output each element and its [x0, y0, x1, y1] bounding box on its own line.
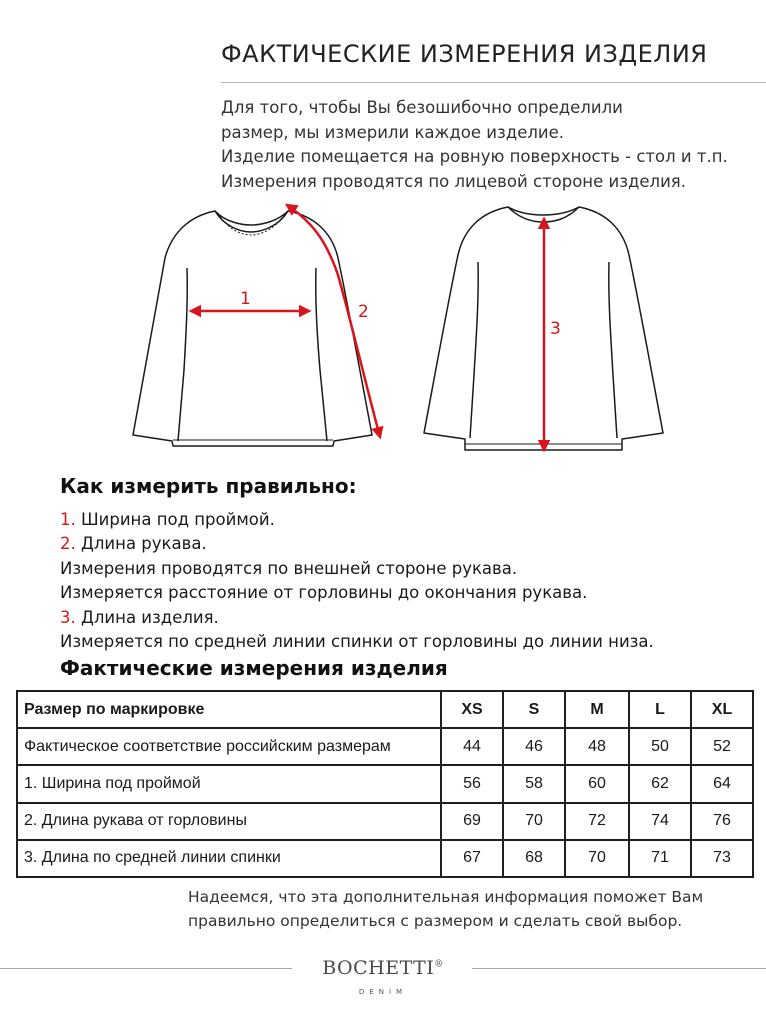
table-row: [17, 840, 753, 877]
item-text: Длина изделия.: [75, 607, 219, 627]
brand-subtitle: DENIM: [358, 988, 408, 996]
footer-note-line: правильно определиться с размером и сделать свой выбор.: [188, 912, 683, 930]
label-2: 2: [358, 302, 369, 322]
header-cell: XS: [441, 691, 503, 728]
item-text: Ширина под проймой.: [75, 510, 275, 529]
footer-note: [188, 885, 703, 933]
table-title: Фактические измерения изделия: [60, 656, 448, 680]
row-label: 3. Длина по средней линии спинки: [17, 840, 441, 877]
table-cell: 67: [441, 840, 503, 877]
intro-line: Изделие помещается на ровную поверхность - стол и т.п.: [221, 147, 728, 166]
intro-text: [221, 96, 761, 194]
size-table: [16, 690, 754, 878]
table-cell: 69: [441, 803, 503, 840]
intro-line: размер, мы измерили каждое изделие.: [221, 122, 565, 142]
front-right-armhole: [316, 268, 327, 441]
table-cell: 62: [629, 765, 691, 802]
title-divider: [221, 82, 766, 83]
brand-divider-left: [0, 968, 292, 969]
item-text: Длина рукава.: [75, 534, 207, 554]
how-to-title: Как измерить правильно:: [60, 474, 357, 498]
table-cell: 71: [629, 840, 691, 877]
table-cell: 50: [629, 728, 691, 765]
how-to-item: [60, 630, 654, 654]
label-1: 1: [240, 289, 251, 309]
sweater-front-drawing: [133, 211, 372, 446]
how-to-item: [60, 508, 654, 532]
table-cell: 73: [691, 840, 753, 877]
table-row: [17, 765, 753, 802]
table-cell: 68: [503, 840, 565, 877]
item-number: 2.: [60, 534, 76, 554]
table-cell: 70: [565, 840, 629, 877]
item-text: Измеряется по средней линии спинки от горловины до линии низа.: [60, 632, 654, 652]
intro-line: Для того, чтобы Вы безошибочно определили: [221, 98, 623, 117]
table-header-row: [17, 691, 753, 728]
front-neckline: [215, 211, 288, 232]
footer-note-line: Надеемся, что эта дополнительная информация поможет Вам: [188, 888, 704, 906]
how-to-item: [60, 557, 654, 581]
header-cell: Размер по маркировке: [17, 691, 441, 728]
table-cell: 60: [565, 765, 629, 802]
table-cell: 58: [503, 765, 565, 802]
label-3: 3: [550, 319, 561, 339]
page-title: ФАКТИЧЕСКИЕ ИЗМЕРЕНИЯ ИЗДЕЛИЯ: [221, 40, 708, 68]
item-number: 1.: [60, 510, 76, 529]
how-to-list: [60, 508, 654, 654]
how-to-item: [60, 532, 654, 556]
intro-line: Измерения проводятся по лицевой стороне изделия.: [221, 171, 686, 191]
registered-mark: ®: [434, 959, 444, 970]
row-label: 1. Ширина под проймой: [17, 765, 441, 802]
back-left-armhole: [470, 262, 478, 438]
table-cell: 46: [503, 728, 565, 765]
table-cell: 72: [565, 803, 629, 840]
header-cell: L: [629, 691, 691, 728]
front-left-armhole: [178, 268, 187, 441]
front-body-outline: [133, 211, 372, 446]
how-to-item: [60, 606, 654, 630]
table-cell: 44: [441, 728, 503, 765]
table-cell: 52: [691, 728, 753, 765]
row-label: 2. Длина рукава от горловины: [17, 803, 441, 840]
row-label: Фактическое соответствие российским размерам: [17, 728, 441, 765]
item-text: Измерения проводятся по внешней стороне рукава.: [60, 558, 518, 578]
header-cell: M: [565, 691, 629, 728]
brand-name: BOCHETTI: [322, 957, 435, 979]
table-cell: 48: [565, 728, 629, 765]
item-text: Измеряется расстояние от горловины до окончания рукава.: [60, 583, 588, 603]
header-cell: XL: [691, 691, 753, 728]
brand-logo: [300, 957, 466, 979]
table-cell: 64: [691, 765, 753, 802]
table-row: [17, 803, 753, 840]
table-cell: 56: [441, 765, 503, 802]
header-cell: S: [503, 691, 565, 728]
how-to-item: [60, 581, 654, 605]
item-number: 3.: [60, 607, 76, 627]
garment-measurement-diagram: [110, 188, 670, 468]
measurement-labels: [240, 289, 561, 339]
table-row: [17, 728, 753, 765]
back-right-armhole: [609, 262, 617, 438]
brand-divider-right: [472, 968, 766, 969]
table-cell: 70: [503, 803, 565, 840]
table-cell: 74: [629, 803, 691, 840]
table-cell: 76: [691, 803, 753, 840]
